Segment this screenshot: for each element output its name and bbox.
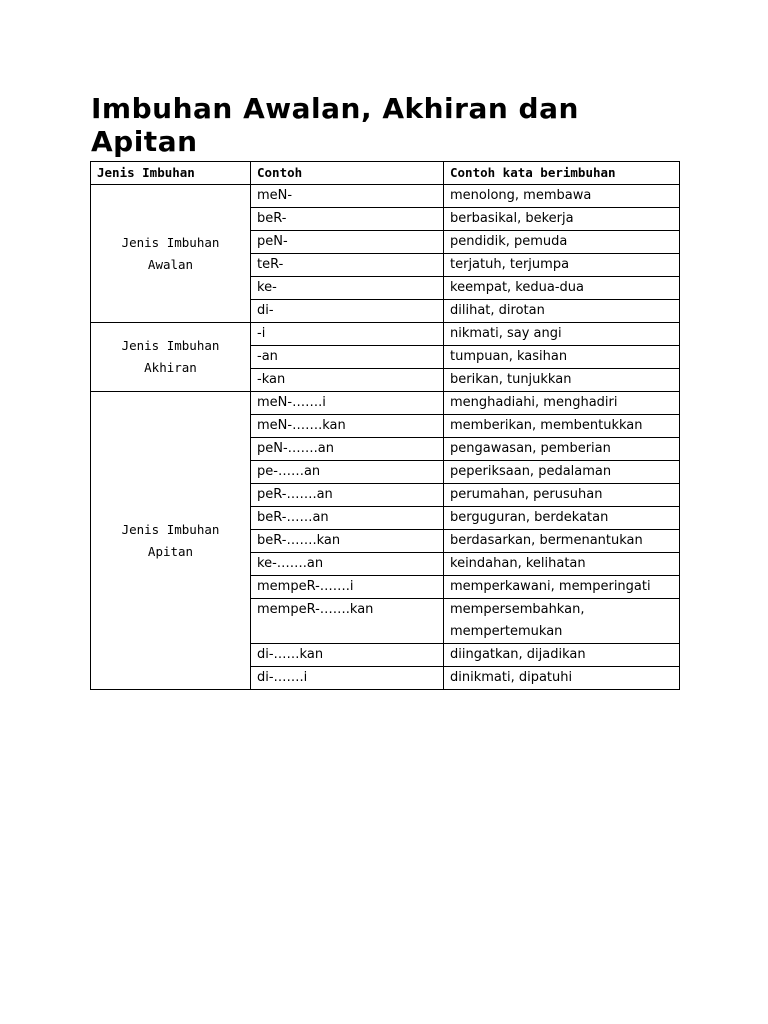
contoh-cell: di-……kan: [251, 644, 444, 667]
kata-cell: dinikmati, dipatuhi: [444, 667, 680, 690]
contoh-cell: beR-: [251, 208, 444, 231]
contoh-cell: di-: [251, 300, 444, 323]
contoh-cell: -kan: [251, 369, 444, 392]
header-jenis-imbuhan: Jenis Imbuhan: [91, 162, 251, 185]
contoh-cell: mempeR-…….i: [251, 576, 444, 599]
group-label-awalan: [91, 185, 251, 323]
kata-line: mempersembahkan,: [450, 602, 585, 617]
contoh-cell: di-…….i: [251, 667, 444, 690]
group-label-akhiran: [91, 323, 251, 392]
kata-cell: tumpuan, kasihan: [444, 346, 680, 369]
kata-cell: berikan, tunjukkan: [444, 369, 680, 392]
kata-cell: memperkawani, memperingati: [444, 576, 680, 599]
kata-cell: perumahan, perusuhan: [444, 484, 680, 507]
contoh-cell: peN-: [251, 231, 444, 254]
kata-cell: [444, 599, 680, 644]
page-title: Imbuhan Awalan, Akhiran dan Apitan: [91, 92, 579, 158]
contoh-cell: teR-: [251, 254, 444, 277]
kata-cell: keempat, kedua-dua: [444, 277, 680, 300]
kata-cell: memberikan, membentukkan: [444, 415, 680, 438]
header-contoh: Contoh: [251, 162, 444, 185]
kata-cell: dilihat, dirotan: [444, 300, 680, 323]
kata-cell: pengawasan, pemberian: [444, 438, 680, 461]
table-row: [91, 392, 680, 415]
group-label-line: Akhiran: [144, 360, 197, 375]
contoh-cell: meN-: [251, 185, 444, 208]
contoh-cell: ke-: [251, 277, 444, 300]
contoh-cell: beR-…….kan: [251, 530, 444, 553]
contoh-cell: mempeR-…….kan: [251, 599, 444, 644]
kata-cell: menghadiahi, menghadiri: [444, 392, 680, 415]
kata-cell: berbasikal, bekerja: [444, 208, 680, 231]
group-label-line: Apitan: [147, 543, 194, 559]
table-row: [91, 185, 680, 208]
kata-cell: terjatuh, terjumpa: [444, 254, 680, 277]
contoh-cell: beR-……an: [251, 507, 444, 530]
affix-table: [90, 161, 680, 690]
contoh-cell: -an: [251, 346, 444, 369]
kata-cell: peperiksaan, pedalaman: [444, 461, 680, 484]
contoh-cell: meN-…….kan: [251, 415, 444, 438]
kata-cell: menolong, membawa: [444, 185, 680, 208]
kata-cell: nikmati, say angi: [444, 323, 680, 346]
kata-cell: diingatkan, dijadikan: [444, 644, 680, 667]
kata-cell: pendidik, pemuda: [444, 231, 680, 254]
group-label-line: Jenis Imbuhan: [121, 338, 220, 353]
header-contoh-kata: Contoh kata berimbuhan: [444, 162, 680, 185]
group-label-apitan: [91, 392, 251, 690]
contoh-cell: peR-…….an: [251, 484, 444, 507]
group-label-line: Awalan: [147, 256, 194, 272]
group-label-line: Jenis Imbuhan: [121, 234, 220, 250]
group-label-line: Jenis Imbuhan: [121, 521, 220, 537]
contoh-cell: -i: [251, 323, 444, 346]
table-header-row: [91, 162, 680, 185]
contoh-cell: ke-…….an: [251, 553, 444, 576]
contoh-cell: pe-……an: [251, 461, 444, 484]
table-row: [91, 323, 680, 346]
contoh-cell: meN-…….i: [251, 392, 444, 415]
kata-cell: berguguran, berdekatan: [444, 507, 680, 530]
kata-cell: keindahan, kelihatan: [444, 553, 680, 576]
kata-line: mempertemukan: [450, 624, 563, 639]
contoh-cell: peN-…….an: [251, 438, 444, 461]
kata-cell: berdasarkan, bermenantukan: [444, 530, 680, 553]
